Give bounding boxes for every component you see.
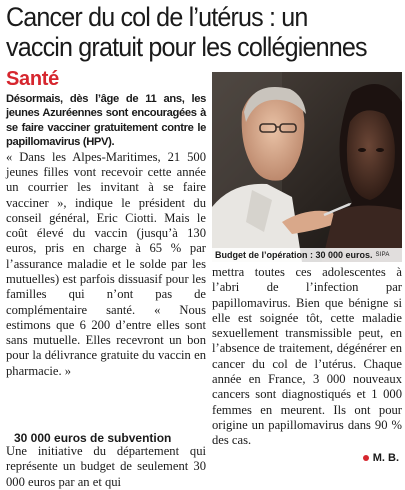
article-photo [212, 72, 402, 262]
photo-caption: Budget de l’opération : 30 000 euros. [215, 250, 373, 260]
left-column [6, 92, 206, 379]
headline-line-2: vaccin gratuit pour les collégiennes [6, 32, 367, 62]
photo-credit: SIPA [375, 252, 390, 258]
headline-line-1: Cancer du col de l’utérus : un [6, 2, 308, 32]
author-initials: M. B. [372, 452, 399, 464]
body-paragraph-right: mettra toutes ces adolescentes à l’abri de l’infection par papillomavirus. Bien que bénigne si elle est soignée tôt, cette maladie sexuellement transmissible peut, en l’absence de traitement, dégénérer en cancer du col de l’utérus. Chaque année en France, 3 000 nouveaux cancers sont diagnostiqués et 1 000 femmes en meurent. Ils ont pour origine un papillomavirus dans 90 % des cas. [212, 265, 402, 448]
headline [6, 2, 374, 62]
signature-bullet-icon [363, 455, 369, 461]
lead-paragraph: Désormais, dès l’âge de 11 ans, les jeunes Azuréennes sont encouragées à se faire vacciner gratuitement contre le papillomavirus (HPV). [6, 93, 206, 149]
left-column-bottom [6, 444, 206, 490]
body-paragraph-left: « Dans les Alpes-Maritimes, 21 500 jeunes filles vont recevoir cette année un courrier les invitant à se faire vacciner », indique le président du conseil général, Eric Ciotti. Mais le coût élevé du vaccin (jusqu’à 130 euros, pris en charge à 65 % par l’assurance maladie et le solde par les mutuelles) est parfois dissuasif pour les familles qui n’ont pas de complémentaire santé. « Nous estimons que 6 200 d’entre elles sont sans mutuelle. Elles recevront un bon pour la délivrance gratuite du vaccin en pharmacie. » [6, 149, 206, 378]
body-paragraph-left-bottom: Une initiative du département qui représente un budget de seulement 30 000 euros par an et qui [6, 444, 206, 489]
photo-caption-bar [212, 248, 402, 262]
subheading: 30 000 euros de subvention [14, 431, 172, 445]
vaccination-photo-illustration [212, 72, 402, 262]
right-column [212, 265, 402, 449]
section-rubric: Santé [6, 68, 59, 90]
author-signature [363, 452, 399, 464]
